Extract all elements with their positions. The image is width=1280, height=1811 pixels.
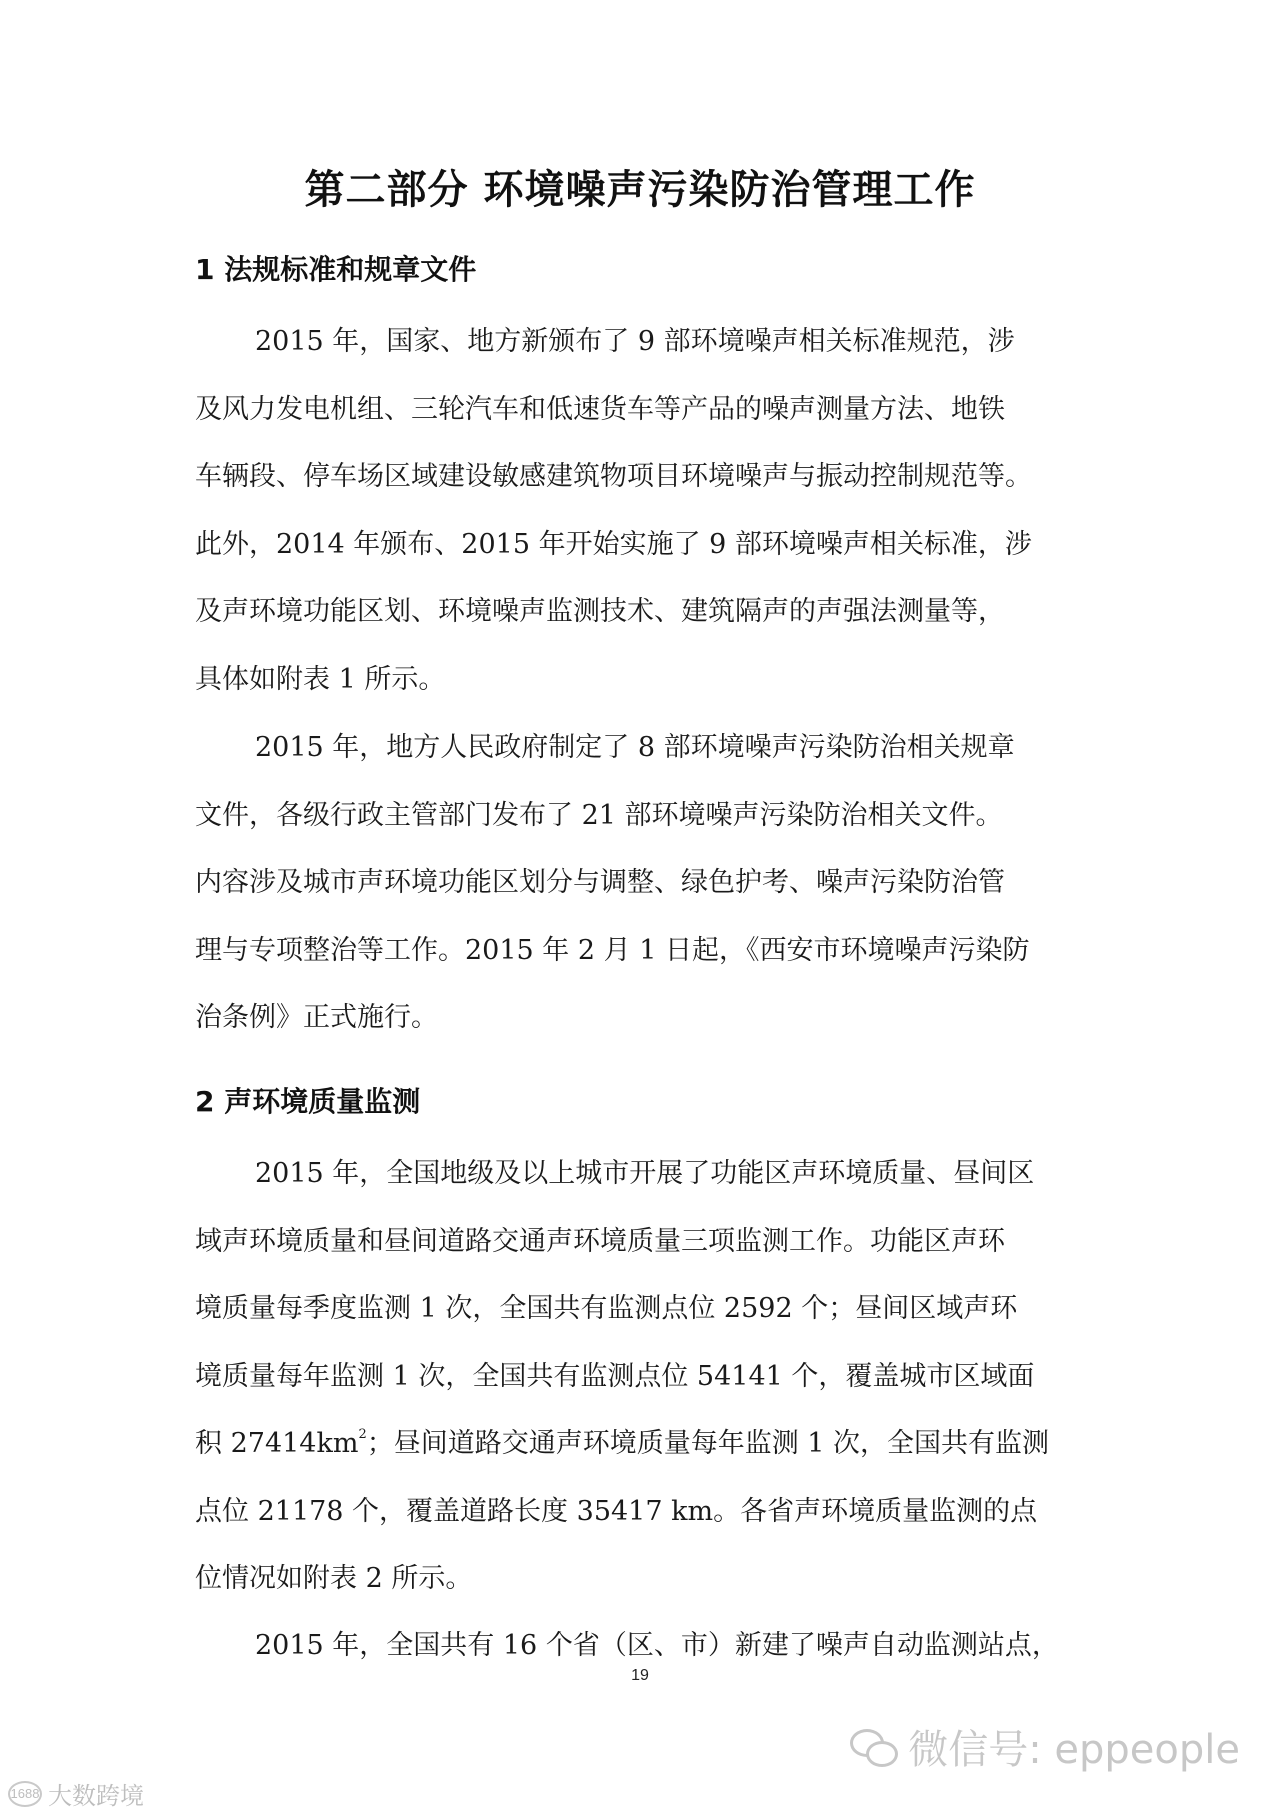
area-text: 积 27414km	[195, 1428, 359, 1459]
paragraph-2	[195, 714, 1095, 1052]
paragraph-line: 境质量每年监测 1 次，全国共有监测点位 54141 个，覆盖城市区域面	[195, 1360, 1035, 1392]
wechat-id-text: 微信号: eppeople	[908, 1727, 1240, 1773]
paragraph-line	[195, 1410, 1095, 1478]
paragraph-line: 此外，2014 年颁布、2015 年开始实施了 9 部环境噪声相关标准，涉	[195, 528, 1032, 560]
paragraph-line: 2015 年，国家、地方新颁布了 9 部环境噪声相关标准规范，涉	[255, 326, 1015, 357]
section-heading-1: 1 法规标准和规章文件	[195, 253, 477, 286]
paragraph-line: 点位 21178 个，覆盖道路长度 35417 km。各省声环境质量监测的点	[195, 1495, 1038, 1527]
wechat-icon	[850, 1727, 898, 1767]
page-number: 19	[631, 1667, 649, 1684]
paragraph-line: 具体如附表 1 所示。	[195, 663, 446, 695]
paragraph-1	[195, 308, 1095, 713]
wechat-watermark	[850, 1718, 1240, 1775]
paragraph-line: 治条例》正式施行。	[195, 1002, 438, 1033]
paragraph-line-tail: ；昼间道路交通声环境质量每年监测 1 次，全国共有监测	[366, 1428, 1050, 1459]
paragraph-line: 及声环境功能区划、环境噪声监测技术、建筑隔声的声强法测量等，	[195, 596, 1005, 627]
paragraph-line: 2015 年，全国共有 16 个省（区、市）新建了噪声自动监测站点，	[255, 1630, 1059, 1661]
paragraph-line: 理与专项整治等工作。2015 年 2 月 1 日起，《西安市环境噪声污染防	[195, 934, 1030, 966]
paragraph-line: 及风力发电机组、三轮汽车和低速货车等产品的噪声测量方法、地铁	[195, 393, 1005, 425]
paragraph-line: 位情况如附表 2 所示。	[195, 1563, 473, 1594]
paragraph-line: 2015 年，地方人民政府制定了 8 部环境噪声污染防治相关规章	[255, 732, 1015, 763]
paragraph-line: 内容涉及城市声环境功能区划分与调整、绿色护考、噪声污染防治管	[195, 867, 1005, 898]
paragraph-line: 文件，各级行政主管部门发布了 21 部环境噪声污染防治相关文件。	[195, 799, 1003, 831]
page-title: 第二部分 环境噪声污染防治管理工作	[304, 167, 976, 213]
corner-watermark	[8, 1776, 144, 1811]
section-heading-2: 2 声环境质量监测	[195, 1085, 421, 1118]
paragraph-line: 域声环境质量和昼间道路交通声环境质量三项监测工作。功能区声环	[195, 1225, 1005, 1257]
paragraph-3	[195, 1140, 1095, 1613]
paragraph-line: 车辆段、停车场区域建设敏感建筑物项目环境噪声与振动控制规范等。	[195, 461, 1032, 492]
paragraph-line: 2015 年，全国地级及以上城市开展了功能区声环境质量、昼间区	[255, 1158, 1035, 1189]
superscript-two: 2	[358, 1427, 367, 1442]
paragraph-line: 境质量每季度监测 1 次，全国共有监测点位 2592 个；昼间区域声环	[195, 1293, 1018, 1324]
corner-logo-icon: 1688	[8, 1781, 42, 1807]
corner-watermark-text: 大数跨境	[48, 1782, 144, 1810]
